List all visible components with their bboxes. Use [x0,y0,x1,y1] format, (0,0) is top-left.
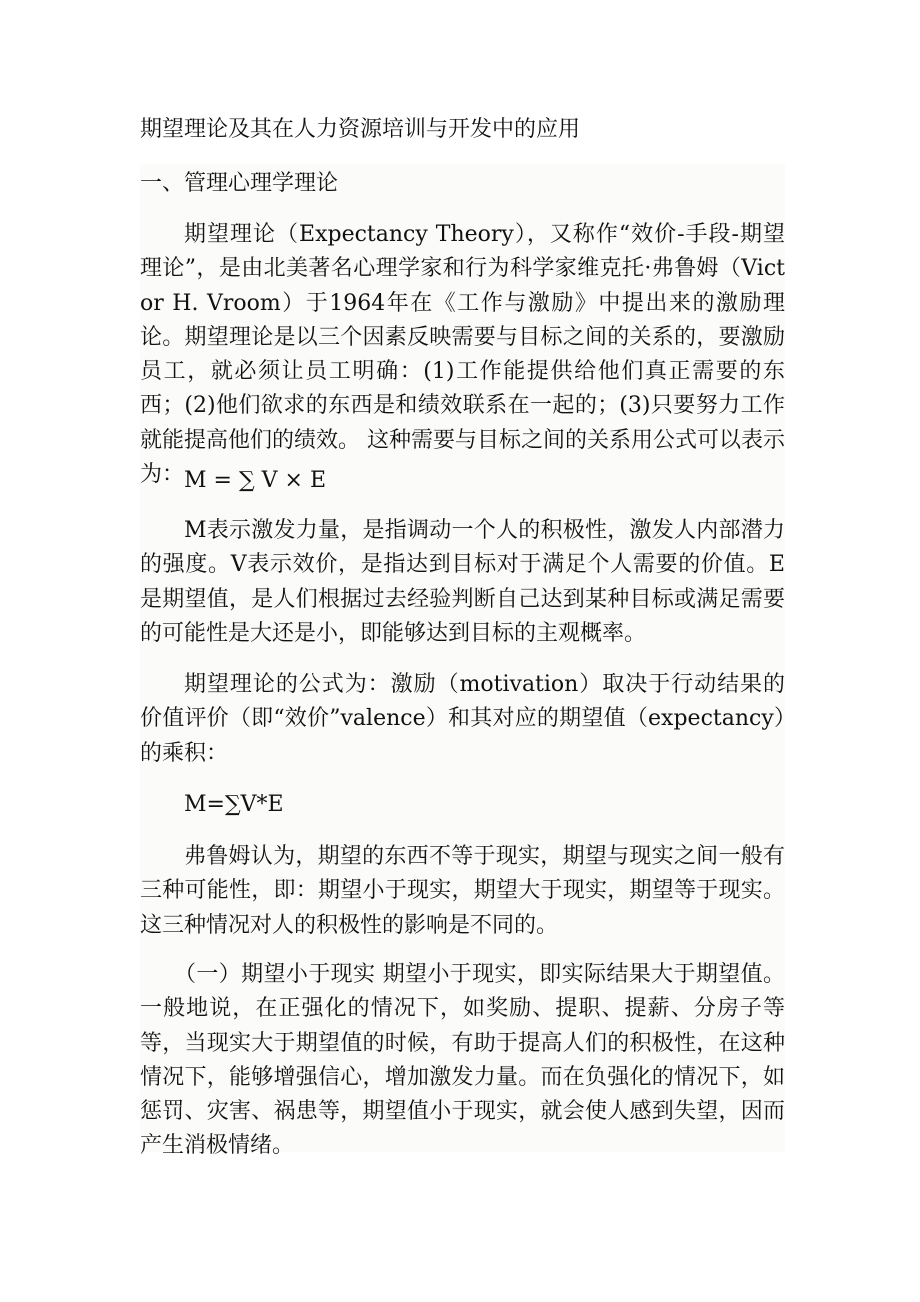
paragraph-expectancy-theory-intro: 期望理论（Expectancy Theory），又称作“效价-手段-期望理论”，是由北美著名心理学家和行为科学家维克托·弗鲁姆（Victor H. Vroom）于1964年在《工作与激励》中提出来的激励理论。期望理论是以三个因素反映需要与目标之间的关系的，要激励员工，就必须让员工明确：(1)工作能提供给他们真正需要的东西；(2)他们欲求的东西是和绩效联系在一起的；(3)只要努力工作就能提高他们的绩效。 这种需要与目标之间的关系用公式可以表示为： [140,222,785,488]
paragraph-expectation-less-than-reality: （一）期望小于现实 期望小于现实，即实际结果大于期望值。一般地说，在正强化的情况下，如奖励、提职、提薪、分房子等等，当现实大于期望值的时候，有助于提高人们的积极性，在这种情况下，能够增强信心，增加激发力量。而在负强化的情况下，如惩罚、灾害、祸患等，期望值小于现实，就会使人感到失望，因而产生消极情绪。 [140,962,785,1159]
paragraph-formula-explanation: 期望理论的公式为：激励（motivation）取决于行动结果的价值评价（即“效价”valence）和其对应的期望值（expectancy）的乘积： [140,672,785,766]
formula-m-equals-sum-v-e: M=∑V*E [184,792,284,817]
section-heading: 一、管理心理学理论 [140,171,339,196]
formula-sum-v-times-e: M = ∑ V × E [184,468,327,493]
document-title: 期望理论及其在人力资源培训与开发中的应用 [140,117,581,142]
paragraph-three-possibilities: 弗鲁姆认为，期望的东西不等于现实，期望与现实之间一般有三种可能性，即：期望小于现实，期望大于现实，期望等于现实。这三种情况对人的积极性的影响是不同的。 [140,844,785,938]
paragraph-variable-definitions: M表示激发力量，是指调动一个人的积极性，激发人内部潜力的强度。V表示效价，是指达到目标对于满足个人需要的价值。E是期望值，是人们根据过去经验判断自己达到某种目标或满足需要的可能性是大还是小，即能够达到目标的主观概率。 [140,518,785,646]
